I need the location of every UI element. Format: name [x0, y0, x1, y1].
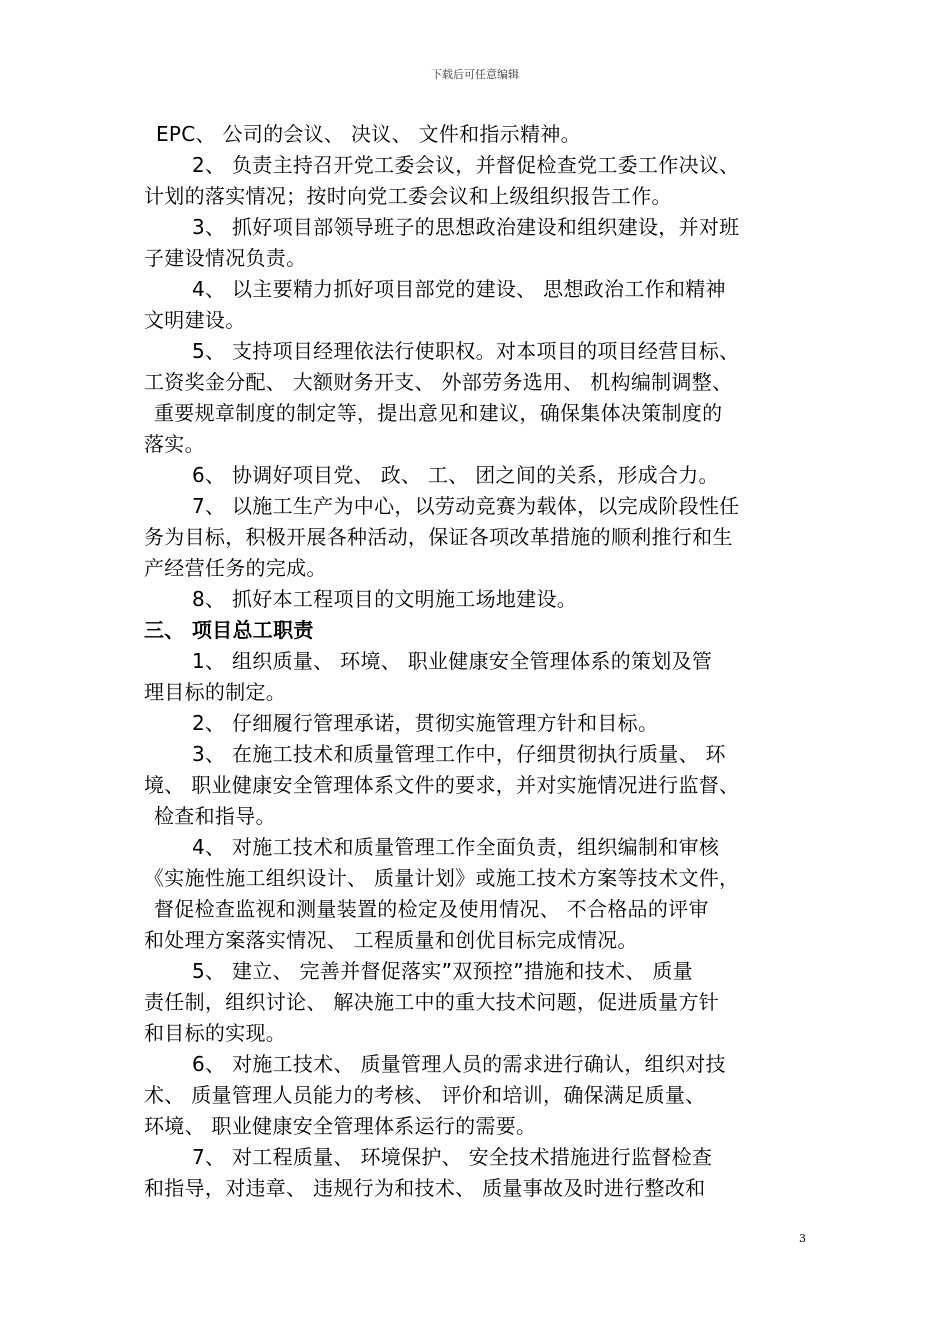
text-line: 环境、 职业健康安全管理体系运行的需要。: [144, 1114, 537, 1138]
text-line: 和目标的实现。: [144, 1021, 287, 1045]
text-line: 检查和指导。: [154, 804, 276, 828]
document-body: [144, 119, 824, 1204]
text-line: 产经营任务的完成。: [144, 556, 327, 580]
page-header: 下载后可任意编辑: [431, 68, 519, 81]
text-line: 术、 质量管理人员能力的考核、 评价和培训，确保满足质量、: [144, 1083, 706, 1107]
text-line: EPC、 公司的会议、 决议、 文件和指示精神。: [156, 122, 581, 146]
text-line: 责任制，组织讨论、 解决施工中的重大技术问题，促进质量方针: [144, 990, 720, 1014]
text-line: 4、 对施工技术和质量管理工作全面负责，组织编制和审核: [192, 835, 720, 859]
text-line: 务为目标，积极开展各种活动，保证各项改革措施的顺利推行和生: [144, 525, 733, 549]
text-line: 工资奖金分配、 大额财务开支、 外部劳务选用、 机构编制调整、: [144, 370, 733, 394]
text-line: 8、 抓好本工程项目的文明施工场地建设。: [192, 587, 578, 611]
text-line: 落实。: [144, 432, 205, 456]
page-number: 3: [799, 1232, 806, 1245]
text-line: 2、 负责主持召开党工委会议，并督促检查党工委工作决议、: [192, 153, 740, 177]
text-line: 和指导，对违章、 违规行为和技术、 质量事故及时进行整改和: [144, 1176, 706, 1200]
text-line: 《实施性施工组织设计、 质量计划》或施工技术方案等技术文件，: [144, 866, 740, 890]
text-line: 理目标的制定。: [144, 680, 287, 704]
text-line: 境、 职业健康安全管理体系文件的要求，并对实施情况进行监督、: [144, 773, 740, 797]
text-line: 5、 建立、 完善并督促落实”双预控”措施和技术、 质量: [192, 959, 693, 983]
text-line: 和处理方案落实情况、 工程质量和创优目标完成情况。: [144, 928, 638, 952]
text-line: 督促检查监视和测量装置的检定及使用情况、 不合格品的评审: [154, 897, 709, 921]
text-line: 6、 协调好项目党、 政、 工、 团之间的关系，形成合力。: [192, 463, 719, 487]
text-line: 计划的落实情况；按时向党工委会议和上级组织报告工作。: [144, 184, 672, 208]
text-line: 文明建设。: [144, 308, 246, 332]
text-line: 6、 对施工技术、 质量管理人员的需求进行确认，组织对技: [192, 1052, 726, 1076]
text-line: 7、 对工程质量、 环境保护、 安全技术措施进行监督检查: [192, 1145, 713, 1169]
text-line: 2、 仔细履行管理承诺，贯彻实施管理方针和目标。: [192, 711, 659, 735]
text-line: 7、 以施工生产为中心，以劳动竞赛为载体，以完成阶段性任: [192, 494, 740, 518]
text-line: 子建设情况负责。: [144, 246, 307, 270]
text-line: 3、 在施工技术和质量管理工作中，仔细贯彻执行质量、 环: [192, 742, 726, 766]
text-line: 4、 以主要精力抓好项目部党的建设、 思想政治工作和精神: [192, 277, 726, 301]
text-line: 3、 抓好项目部领导班子的思想政治建设和组织建设，并对班: [192, 215, 740, 239]
text-line: 重要规章制度的制定等，提出意见和建议，确保集体决策制度的: [154, 401, 723, 425]
text-line: 1、 组织质量、 环境、 职业健康安全管理体系的策划及管: [192, 649, 713, 673]
text-line: 5、 支持项目经理依法行使职权。对本项目的项目经营目标、: [192, 339, 740, 363]
section-heading: 三、 项目总工职责: [144, 618, 314, 642]
